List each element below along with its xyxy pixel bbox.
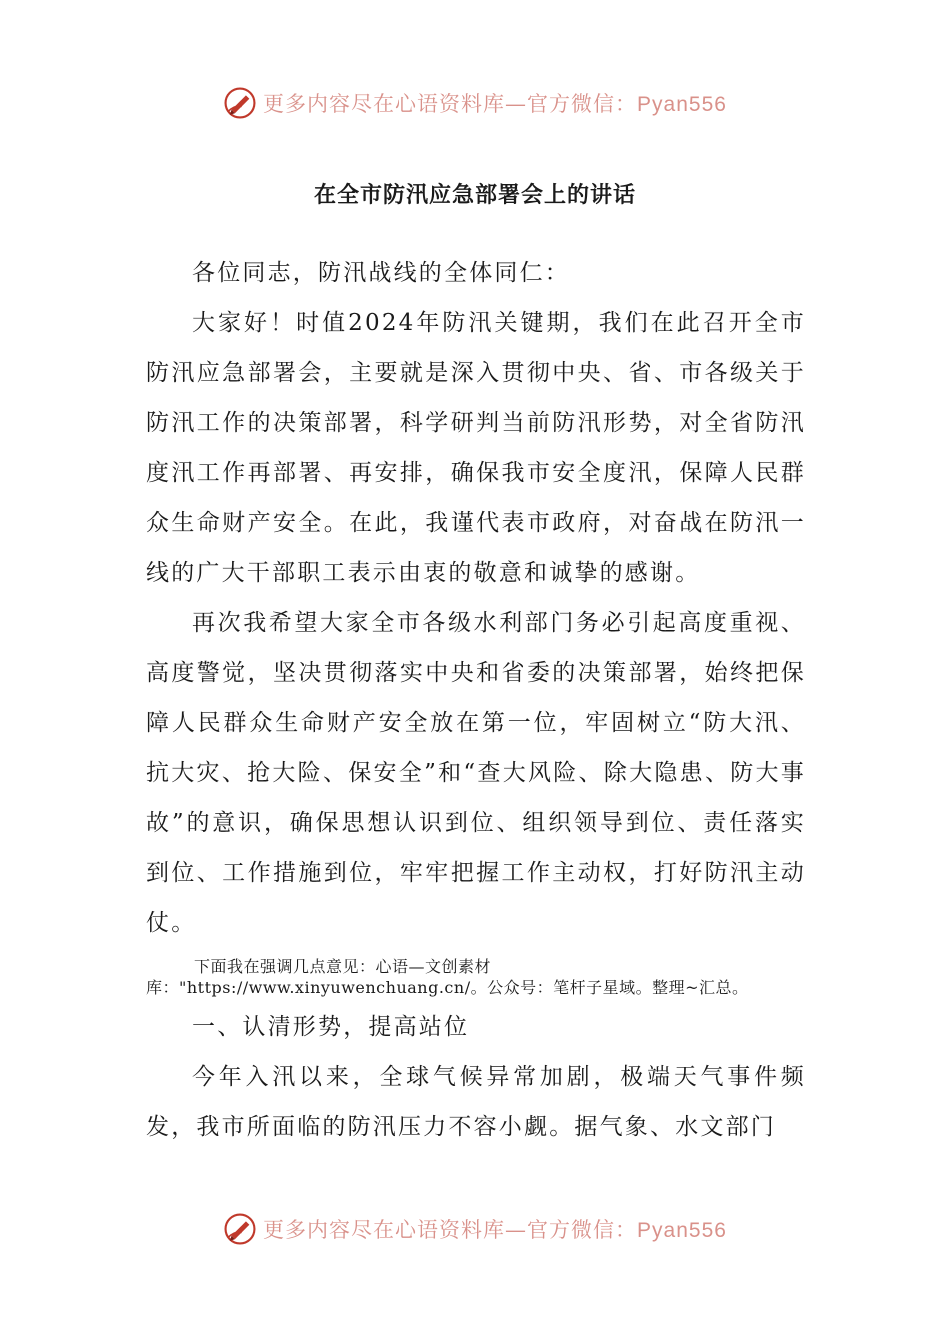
wechat-id: Pyan556 [637, 93, 727, 116]
brand-watermark-footer [223, 1212, 727, 1246]
document-body [146, 248, 806, 1152]
section-heading-1: 一、认清形势，提高站位 [192, 1014, 470, 1040]
document-title: 在全市防汛应急部署会上的讲话 [313, 183, 636, 208]
brand-label: 更多内容尽在心语资料库—官方微信： [263, 92, 638, 116]
source-note: 下面我在强调几点意见：心语—文创素材库："https://www.xinyuwenchuang.cn/。公众号：笔杆子星域。整理~汇总。 [146, 957, 749, 997]
wechat-id-footer: Pyan556 [637, 1219, 727, 1242]
paragraph-1: 大家好！时值2024年防汛关键期，我们在此召开全市防汛应急部署会，主要就是深入贯彻中央、省、市各级关于防汛工作的决策部署，科学研判当前防汛形势，对全省防汛度汛工作再部署、再安排，确保我市安全度汛，保障人民群众生命财产安全。在此，我谨代表市政府，对奋战在防汛一线的广大干部职工表示由衷的敬意和诚挚的感谢。 [146, 310, 806, 586]
brand-label-footer: 更多内容尽在心语资料库—官方微信： [263, 1218, 638, 1242]
brand-watermark [223, 86, 727, 120]
page-footer-banner [0, 1206, 950, 1252]
pen-logo-icon [223, 1212, 257, 1246]
paragraph-2: 再次我希望大家全市各级水利部门务必引起高度重视、高度警觉，坚决贯彻落实中央和省委的决策部署，始终把保障人民群众生命财产安全放在第一位，牢固树立“防大汛、抗大灾、抢大险、保安全”和“查大风险、除大隐患、防大事故”的意识，确保思想认识到位、组织领导到位、责任落实到位、工作措施到位，牢牢把握工作主动权，打好防汛主动仗。 [146, 610, 806, 936]
paragraph-3: 今年入汛以来，全球气候异常加剧，极端天气事件频发，我市所面临的防汛压力不容小觑。据气象、水文部门 [146, 1064, 806, 1140]
brand-text [263, 88, 727, 118]
pen-logo-icon [223, 86, 257, 120]
page-header-banner [0, 80, 950, 126]
salutation: 各位同志，防汛战线的全体同仁： [192, 260, 570, 286]
brand-text-footer [263, 1214, 727, 1244]
